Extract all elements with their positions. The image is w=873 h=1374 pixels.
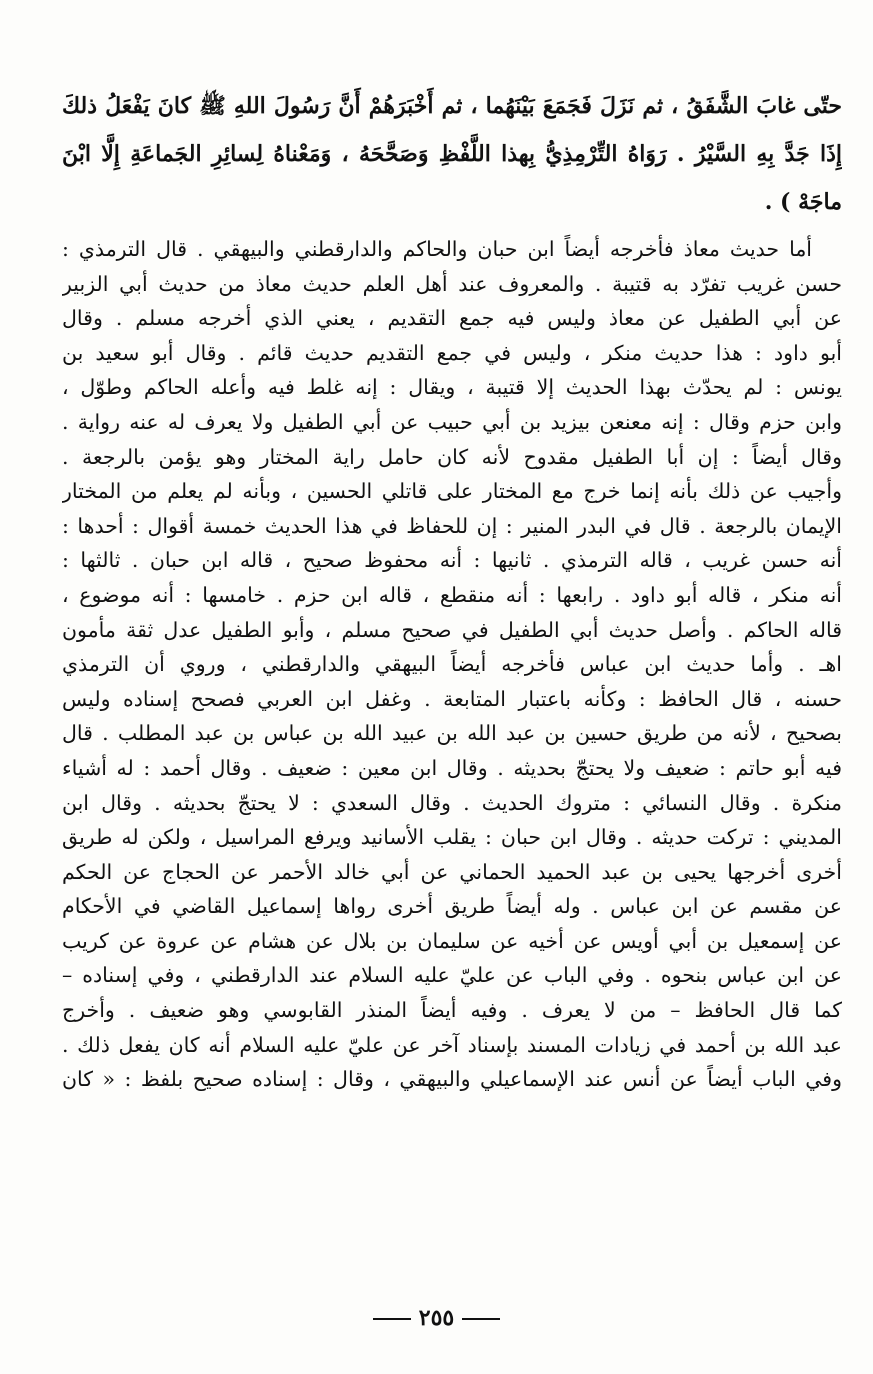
commentary-line: المديني : تركت حديثه . وقال ابن حبان : يقلب الأسانيد ويرفع المراسيل ، ولكن له طريق bbox=[62, 825, 842, 850]
hadith-line-2: إِذَا جَدَّ بِهِ السَّيْرُ . رَوَاهُ التِّرْمِذِيُّ بِهذا اللَّفْظِ وَصَحَّحَهُ ، وَمَعْناهُ لِسائِرِ الجَماعَةِ إِلَّا ابْنَ bbox=[62, 141, 842, 167]
page-number: ٢٥٥ bbox=[418, 1305, 455, 1331]
commentary-line: أخرى أخرجها يحيى بن عبد الحميد الحماني عن أبي خالد الأحمر عن الحجاج عن الحكم bbox=[62, 859, 842, 884]
commentary-line: عبد الله بن أحمد في زيادات المسند بإسناد آخر عن عليّ عليه السلام أنه كان يفعل ذلك . bbox=[62, 1032, 842, 1057]
commentary-line: بصحيح ، لأنه من طريق حسين بن عبد الله بن عبيد الله بن عباس بن عبد المطلب . قال bbox=[62, 721, 842, 746]
hadith-line-3: ماجَهْ ) . bbox=[764, 189, 842, 215]
commentary-line: قاله الحاكم . وأصل حديث أبي الطفيل في صحيح مسلم ، وأبو الطفيل عدل ثقة مأمون bbox=[62, 617, 842, 642]
hadith-line-1: حتّى غابَ الشَّفَقُ ، ثم نَزَلَ فَجَمَعَ بَيْنَهُما ، ثم أَخْبَرَهُمْ أَنَّ رَسُولَ اللهِ ﷺ كانَ يَفْعَلُ ذلكَ bbox=[62, 93, 842, 119]
hadith-text-block bbox=[62, 82, 842, 226]
commentary-line: وفي الباب أيضاً عن أنس عند الإسماعيلي والبيهقي ، وقال : إسناده صحيح بلفظ : « كان bbox=[62, 1067, 842, 1092]
commentary-line: اهـ . وأما حديث ابن عباس فأخرجه أيضاً البيهقي والدارقطني ، وروي أن الترمذي bbox=[62, 652, 842, 677]
commentary-line: عن ابن عباس بنحوه . وفي الباب عن عليّ عليه السلام عند الدارقطني ، وفي إسناده – bbox=[62, 963, 842, 988]
commentary-line: منكرة . وقال النسائي : متروك الحديث . وقال السعدي : لا يحتجّ بحديثه . وقال ابن bbox=[62, 790, 842, 815]
commentary-line: أما حديث معاذ فأخرجه أيضاً ابن حبان والحاكم والدارقطني والبيهقي . قال الترمذي : bbox=[62, 237, 812, 261]
commentary-line: الإيمان بالرجعة . قال في البدر المنير : إن للحفاظ في هذا الحديث خمسة أقوال : أحدها : bbox=[62, 513, 842, 538]
page-number-footer bbox=[0, 1305, 873, 1331]
folio-dash-left bbox=[462, 1318, 500, 1320]
commentary-line: يونس : لم يحدّث بهذا الحديث إلا قتيبة ، ويقال : إنه غلط فيه وأعله الحاكم وطوّل ، bbox=[62, 375, 842, 400]
commentary-line: وقال أيضاً : إن أبا الطفيل مقدوح لأنه كان حامل راية المختار وهو يؤمن بالرجعة . bbox=[62, 444, 842, 469]
commentary-line: حسنه ، قال الحافظ : وكأنه باعتبار المتابعة . وغفل ابن العربي فصحح إسناده وليس bbox=[62, 686, 842, 711]
commentary-line: أبو داود : هذا حديث منكر ، وليس في جمع التقديم حديث قائم . وقال أبو سعيد بن bbox=[62, 340, 842, 365]
commentary-line: أنه حسن غريب ، قاله الترمذي . ثانيها : أنه محفوظ صحيح ، قاله ابن حبان . ثالثها : bbox=[62, 548, 842, 573]
commentary-line: فيه أبو حاتم : ضعيف ولا يحتجّ بحديثه . وقال ابن معين : ضعيف . وقال أحمد : له أشياء bbox=[62, 755, 842, 780]
commentary-line: وابن حزم وقال : إنه معنعن بيزيد بن أبي حبيب عن أبي الطفيل ولا يعرف له عنه رواية . bbox=[62, 409, 842, 434]
commentary-line: عن مقسم عن ابن عباس . وله أيضاً طريق أخرى رواها إسماعيل القاضي في الأحكام bbox=[62, 894, 842, 919]
commentary-line: حسن غريب تفرّد به قتيبة . والمعروف عند أهل العلم حديث معاذ من حديث أبي الزبير bbox=[62, 271, 842, 296]
commentary-line: وأجيب عن ذلك بأنه إنما خرج مع المختار على قاتلي الحسين ، وبأنه لم يعلم من المختار bbox=[62, 479, 842, 504]
folio-dash-right bbox=[373, 1318, 411, 1320]
commentary-line: عن إسمعيل بن أبي أويس عن أخيه عن سليمان بن بلال عن هشام عن عروة عن كريب bbox=[62, 928, 842, 953]
commentary-line: كما قال الحافظ – من لا يعرف . وفيه أيضاً المنذر القابوسي وهو ضعيف . وأخرج bbox=[62, 998, 842, 1023]
commentary-line: عن أبي الطفيل عن معاذ وليس فيه جمع التقديم ، يعني الذي أخرجه مسلم . وقال bbox=[62, 306, 842, 331]
commentary-text-block bbox=[62, 232, 842, 1097]
commentary-line: أنه منكر ، قاله أبو داود . رابعها : أنه منقطع ، قاله ابن حزم . خامسها : أنه موضوع ، bbox=[62, 582, 842, 607]
